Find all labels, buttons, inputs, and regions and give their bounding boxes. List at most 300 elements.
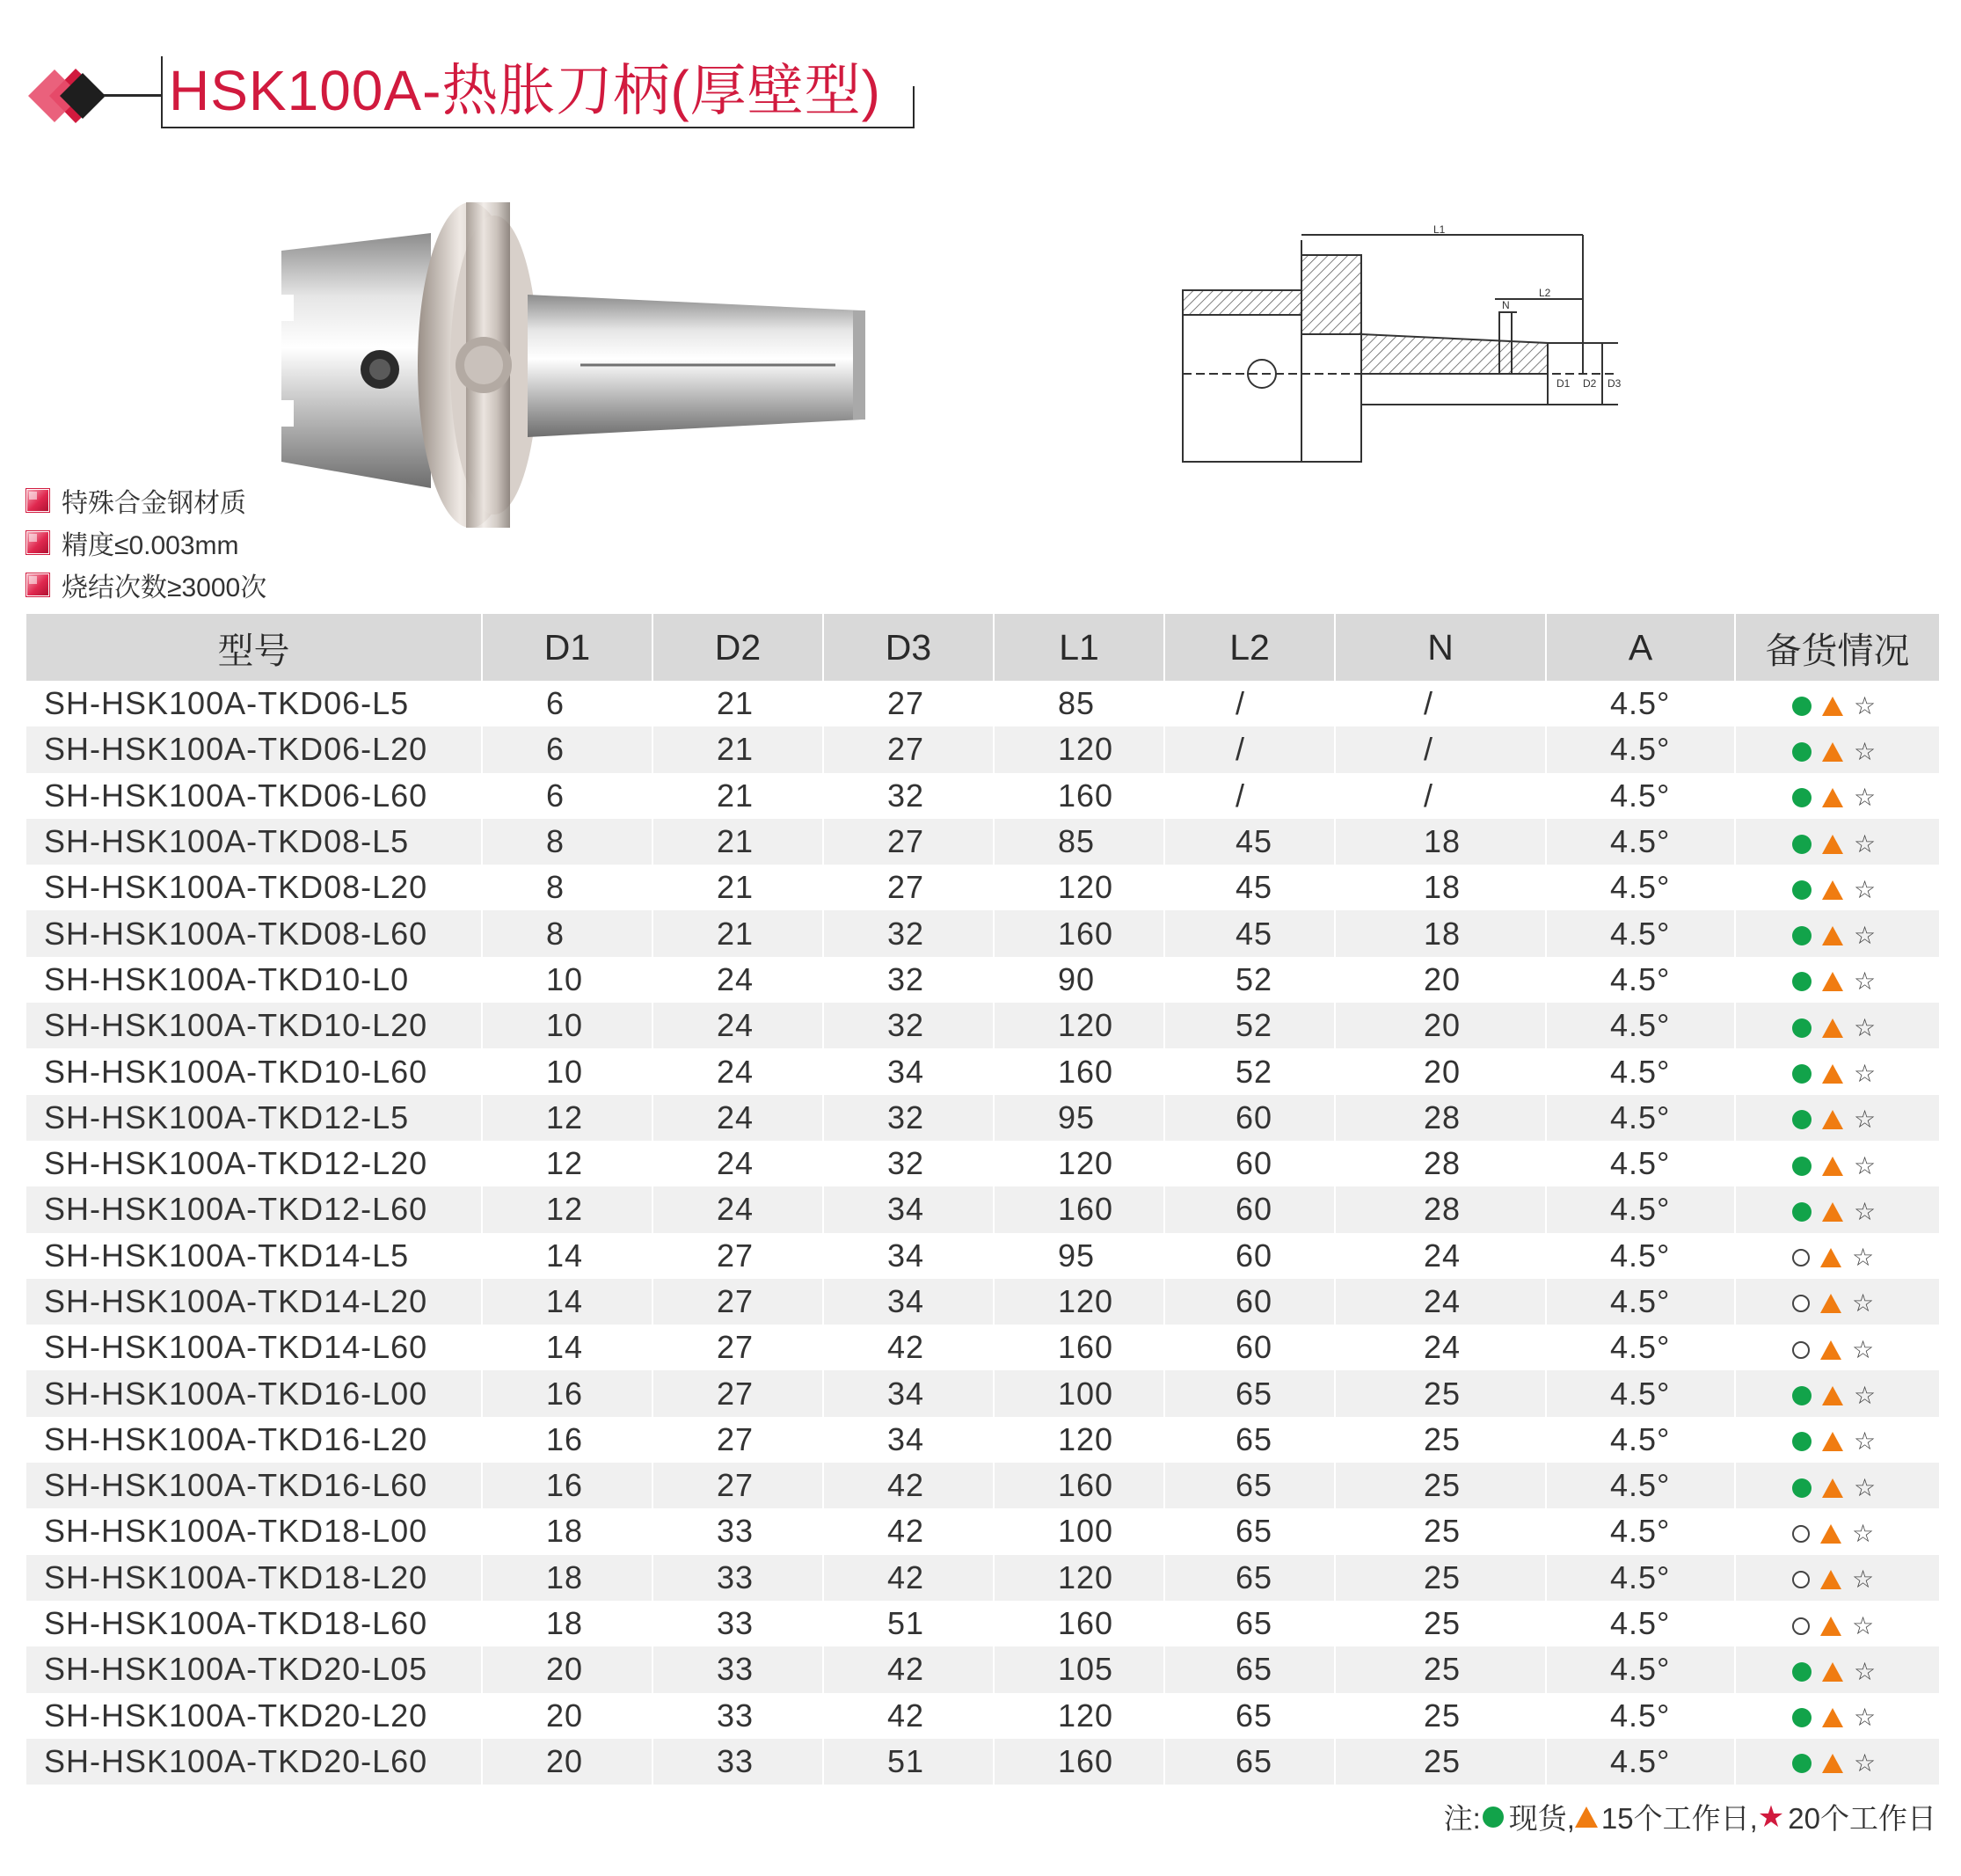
cell-l2: 65 xyxy=(1164,1555,1335,1601)
table-row xyxy=(26,819,1939,865)
cell-a: 4.5° xyxy=(1546,1601,1735,1646)
feature-item xyxy=(26,564,266,606)
cell-l1: 100 xyxy=(994,1508,1164,1554)
cell-d1: 18 xyxy=(482,1508,652,1554)
cell-l1: 120 xyxy=(994,1279,1164,1325)
cell-model: SH-HSK100A-TKD20-L60 xyxy=(26,1739,482,1785)
cell-d1: 20 xyxy=(482,1693,652,1739)
table-row xyxy=(26,1233,1939,1279)
fifteen-days-triangle-icon xyxy=(1820,1524,1841,1544)
cell-model: SH-HSK100A-TKD06-L60 xyxy=(26,773,482,819)
cell-l2: / xyxy=(1164,681,1335,726)
cell-l1: 90 xyxy=(994,957,1164,1003)
cell-l2: 45 xyxy=(1164,819,1335,865)
cell-d3: 32 xyxy=(823,1095,994,1141)
fifteen-days-triangle-icon xyxy=(1820,1294,1841,1313)
in-stock-dot-icon xyxy=(1792,1110,1812,1129)
cell-d3: 34 xyxy=(823,1417,994,1463)
cell-n: 25 xyxy=(1335,1601,1546,1646)
cell-d1: 10 xyxy=(482,957,652,1003)
cell-stock-status xyxy=(1735,1095,1939,1141)
drawing-label-n: N xyxy=(1502,299,1510,311)
cell-model: SH-HSK100A-TKD16-L20 xyxy=(26,1417,482,1463)
cell-a: 4.5° xyxy=(1546,1463,1735,1508)
square-bullet-icon xyxy=(26,531,49,554)
cell-n: 25 xyxy=(1335,1508,1546,1554)
cell-n: 18 xyxy=(1335,910,1546,956)
fifteen-days-triangle-icon xyxy=(1822,1662,1843,1682)
technical-drawing xyxy=(1170,224,1671,506)
cell-stock-status xyxy=(1735,1325,1939,1370)
cell-stock-status xyxy=(1735,1370,1939,1416)
twenty-days-star-outline-icon: ☆ xyxy=(1854,967,1877,996)
twenty-days-star-outline-icon: ☆ xyxy=(1854,736,1877,766)
column-header-stock: 备货情况 xyxy=(1735,614,1939,681)
in-stock-dot-icon xyxy=(1483,1807,1504,1828)
cell-d2: 24 xyxy=(652,1095,823,1141)
cell-d3: 34 xyxy=(823,1048,994,1094)
fifteen-days-triangle-icon xyxy=(1575,1807,1598,1828)
cell-l1: 160 xyxy=(994,1048,1164,1094)
cell-l1: 105 xyxy=(994,1646,1164,1692)
column-header-n: N xyxy=(1335,614,1546,681)
cell-model: SH-HSK100A-TKD08-L20 xyxy=(26,865,482,910)
cell-model: SH-HSK100A-TKD08-L60 xyxy=(26,910,482,956)
cell-n: 24 xyxy=(1335,1233,1546,1279)
cell-a: 4.5° xyxy=(1546,1555,1735,1601)
fifteen-days-triangle-icon xyxy=(1822,1708,1843,1727)
column-header-d1: D1 xyxy=(482,614,652,681)
cell-l1: 120 xyxy=(994,1417,1164,1463)
cell-d1: 8 xyxy=(482,865,652,910)
in-stock-dot-icon xyxy=(1792,1432,1812,1451)
cell-stock-status xyxy=(1735,1003,1939,1048)
cell-a: 4.5° xyxy=(1546,865,1735,910)
table-row xyxy=(26,1279,1939,1325)
cell-d1: 14 xyxy=(482,1233,652,1279)
cell-d1: 18 xyxy=(482,1601,652,1646)
cell-d3: 27 xyxy=(823,681,994,726)
twenty-days-star-outline-icon: ☆ xyxy=(1852,1565,1876,1595)
cell-d2: 33 xyxy=(652,1555,823,1601)
cell-d3: 42 xyxy=(823,1555,994,1601)
cell-model: SH-HSK100A-TKD12-L60 xyxy=(26,1186,482,1232)
cell-a: 4.5° xyxy=(1546,1646,1735,1692)
in-stock-dot-icon xyxy=(1792,926,1812,945)
not-in-stock-circle-icon xyxy=(1792,1525,1810,1543)
cell-d2: 21 xyxy=(652,910,823,956)
cell-a: 4.5° xyxy=(1546,910,1735,956)
cell-model: SH-HSK100A-TKD20-L20 xyxy=(26,1693,482,1739)
twenty-days-star-outline-icon: ☆ xyxy=(1854,921,1877,951)
twenty-days-star-outline-icon: ☆ xyxy=(1854,1427,1877,1456)
cell-d2: 24 xyxy=(652,957,823,1003)
cell-d1: 16 xyxy=(482,1370,652,1416)
twenty-days-star-outline-icon: ☆ xyxy=(1852,1518,1876,1548)
drawing-label-d1: D1 xyxy=(1556,377,1571,390)
diamond-logo-icon xyxy=(25,60,109,132)
cell-a: 4.5° xyxy=(1546,1325,1735,1370)
square-bullet-icon xyxy=(26,573,49,596)
fifteen-days-triangle-icon xyxy=(1822,1432,1843,1451)
cell-d3: 27 xyxy=(823,726,994,772)
drawing-label-d3: D3 xyxy=(1607,377,1622,390)
table-row xyxy=(26,1095,1939,1141)
cell-l2: 65 xyxy=(1164,1508,1335,1554)
not-in-stock-circle-icon xyxy=(1792,1295,1810,1312)
cell-d1: 18 xyxy=(482,1555,652,1601)
in-stock-dot-icon xyxy=(1792,1754,1812,1773)
fifteen-days-triangle-icon xyxy=(1822,835,1843,854)
table-row xyxy=(26,1555,1939,1601)
cell-stock-status xyxy=(1735,1141,1939,1186)
tool-holder-photo xyxy=(264,198,985,532)
cell-d3: 32 xyxy=(823,910,994,956)
twenty-days-star-outline-icon: ☆ xyxy=(1854,874,1877,904)
table-row xyxy=(26,1003,1939,1048)
not-in-stock-circle-icon xyxy=(1792,1341,1810,1359)
cell-stock-status xyxy=(1735,1693,1939,1739)
cell-d3: 34 xyxy=(823,1279,994,1325)
cell-l1: 160 xyxy=(994,773,1164,819)
fifteen-days-triangle-icon xyxy=(1822,697,1843,716)
cell-d1: 20 xyxy=(482,1646,652,1692)
cell-l2: 60 xyxy=(1164,1095,1335,1141)
cell-stock-status xyxy=(1735,1646,1939,1692)
cell-n: 25 xyxy=(1335,1555,1546,1601)
cell-d2: 27 xyxy=(652,1325,823,1370)
drawing-label-l1: L1 xyxy=(1433,224,1446,236)
title-connector-line xyxy=(104,94,161,97)
cell-model: SH-HSK100A-TKD18-L00 xyxy=(26,1508,482,1554)
cell-stock-status xyxy=(1735,1417,1939,1463)
cell-d2: 21 xyxy=(652,865,823,910)
fifteen-days-triangle-icon xyxy=(1820,1570,1841,1589)
cell-d3: 34 xyxy=(823,1233,994,1279)
twenty-days-star-outline-icon: ☆ xyxy=(1854,1059,1877,1088)
table-row xyxy=(26,773,1939,819)
cell-l1: 120 xyxy=(994,1555,1164,1601)
cell-n: 20 xyxy=(1335,1048,1546,1094)
cell-stock-status xyxy=(1735,681,1939,726)
cell-n: 28 xyxy=(1335,1095,1546,1141)
legend-fifteen-days: 15个工作日, xyxy=(1600,1802,1758,1835)
cell-n: 20 xyxy=(1335,957,1546,1003)
fifteen-days-triangle-icon xyxy=(1822,788,1843,807)
cell-stock-status xyxy=(1735,1233,1939,1279)
cell-a: 4.5° xyxy=(1546,1279,1735,1325)
spec-table xyxy=(26,614,1939,1785)
cell-model: SH-HSK100A-TKD16-L00 xyxy=(26,1370,482,1416)
cell-d1: 6 xyxy=(482,773,652,819)
fifteen-days-triangle-icon xyxy=(1820,1340,1841,1360)
cell-stock-status xyxy=(1735,1555,1939,1601)
twenty-days-star-outline-icon: ☆ xyxy=(1852,1334,1876,1364)
cell-d3: 51 xyxy=(823,1601,994,1646)
legend-in-stock: 现货, xyxy=(1508,1802,1575,1835)
table-row xyxy=(26,1417,1939,1463)
twenty-days-star-outline-icon: ☆ xyxy=(1854,829,1877,858)
cell-stock-status xyxy=(1735,726,1939,772)
cell-d2: 24 xyxy=(652,1048,823,1094)
cell-model: SH-HSK100A-TKD18-L20 xyxy=(26,1555,482,1601)
column-header-l1: L1 xyxy=(994,614,1164,681)
cell-d2: 33 xyxy=(652,1693,823,1739)
table-row xyxy=(26,1508,1939,1554)
cell-d2: 27 xyxy=(652,1417,823,1463)
column-header-d3: D3 xyxy=(823,614,994,681)
cell-d2: 27 xyxy=(652,1279,823,1325)
cell-a: 4.5° xyxy=(1546,681,1735,726)
feature-text: 精度≤0.003mm xyxy=(62,531,239,560)
cell-d2: 33 xyxy=(652,1646,823,1692)
cell-n: 25 xyxy=(1335,1417,1546,1463)
cell-l2: 65 xyxy=(1164,1463,1335,1508)
legend-prefix: 注: xyxy=(1443,1802,1481,1835)
in-stock-dot-icon xyxy=(1792,1478,1812,1498)
cell-a: 4.5° xyxy=(1546,773,1735,819)
cell-l2: / xyxy=(1164,726,1335,772)
cell-d1: 12 xyxy=(482,1186,652,1232)
in-stock-dot-icon xyxy=(1792,1386,1812,1405)
cell-d2: 33 xyxy=(652,1739,823,1785)
in-stock-dot-icon xyxy=(1792,1064,1812,1084)
cell-model: SH-HSK100A-TKD10-L20 xyxy=(26,1003,482,1048)
cell-d3: 32 xyxy=(823,1141,994,1186)
cell-model: SH-HSK100A-TKD06-L5 xyxy=(26,681,482,726)
cell-l2: 65 xyxy=(1164,1601,1335,1646)
cell-d2: 21 xyxy=(652,819,823,865)
cell-d1: 12 xyxy=(482,1141,652,1186)
twenty-days-star-outline-icon: ☆ xyxy=(1854,1105,1877,1135)
table-row xyxy=(26,1325,1939,1370)
cell-n: 18 xyxy=(1335,819,1546,865)
twenty-days-star-outline-icon: ☆ xyxy=(1852,1288,1876,1318)
cell-l2: 45 xyxy=(1164,865,1335,910)
cell-stock-status xyxy=(1735,1601,1939,1646)
fifteen-days-triangle-icon xyxy=(1822,926,1843,945)
table-row xyxy=(26,1370,1939,1416)
cell-stock-status xyxy=(1735,1279,1939,1325)
cell-l2: 45 xyxy=(1164,910,1335,956)
cell-d3: 34 xyxy=(823,1186,994,1232)
table-row xyxy=(26,865,1939,910)
cell-l1: 120 xyxy=(994,1693,1164,1739)
cell-l2: / xyxy=(1164,773,1335,819)
twenty-days-star-outline-icon: ☆ xyxy=(1854,1472,1877,1502)
cell-d1: 6 xyxy=(482,726,652,772)
in-stock-dot-icon xyxy=(1792,880,1812,900)
fifteen-days-triangle-icon xyxy=(1822,1386,1843,1405)
drawing-label-l2: L2 xyxy=(1539,287,1551,299)
cell-d1: 10 xyxy=(482,1003,652,1048)
cell-a: 4.5° xyxy=(1546,1048,1735,1094)
cell-d1: 16 xyxy=(482,1463,652,1508)
table-row xyxy=(26,1739,1939,1785)
table-row xyxy=(26,1186,1939,1232)
twenty-days-star-outline-icon: ☆ xyxy=(1854,1012,1877,1042)
cell-d2: 21 xyxy=(652,773,823,819)
cell-a: 4.5° xyxy=(1546,1508,1735,1554)
cell-d3: 42 xyxy=(823,1508,994,1554)
fifteen-days-triangle-icon xyxy=(1820,1248,1841,1267)
fifteen-days-triangle-icon xyxy=(1822,1064,1843,1084)
cell-n: 25 xyxy=(1335,1646,1546,1692)
stock-legend xyxy=(1444,1796,1936,1837)
cell-n: / xyxy=(1335,681,1546,726)
cell-l2: 60 xyxy=(1164,1233,1335,1279)
cell-d3: 42 xyxy=(823,1646,994,1692)
table-row xyxy=(26,1601,1939,1646)
cell-d2: 33 xyxy=(652,1508,823,1554)
cell-d2: 21 xyxy=(652,681,823,726)
cell-d3: 34 xyxy=(823,1370,994,1416)
feature-list xyxy=(26,479,266,606)
cell-a: 4.5° xyxy=(1546,1186,1735,1232)
cell-n: / xyxy=(1335,773,1546,819)
cell-n: 28 xyxy=(1335,1186,1546,1232)
not-in-stock-circle-icon xyxy=(1792,1571,1810,1588)
feature-text: 烧结次数≥3000次 xyxy=(62,573,267,602)
fifteen-days-triangle-icon xyxy=(1822,880,1843,900)
cell-d1: 16 xyxy=(482,1417,652,1463)
cell-l1: 85 xyxy=(994,819,1164,865)
in-stock-dot-icon xyxy=(1792,1708,1812,1727)
cell-l1: 95 xyxy=(994,1233,1164,1279)
table-row xyxy=(26,910,1939,956)
twenty-days-star-outline-icon: ☆ xyxy=(1854,690,1877,720)
cell-l1: 120 xyxy=(994,726,1164,772)
table-header-row xyxy=(26,614,1939,681)
cell-d3: 42 xyxy=(823,1693,994,1739)
twenty-days-star-icon: ★ xyxy=(1757,1799,1785,1835)
cell-d2: 27 xyxy=(652,1370,823,1416)
cell-a: 4.5° xyxy=(1546,957,1735,1003)
cell-stock-status xyxy=(1735,957,1939,1003)
cell-d1: 8 xyxy=(482,819,652,865)
table-row xyxy=(26,681,1939,726)
twenty-days-star-outline-icon: ☆ xyxy=(1854,1150,1877,1180)
cell-stock-status xyxy=(1735,1186,1939,1232)
cell-l2: 60 xyxy=(1164,1325,1335,1370)
cell-l1: 160 xyxy=(994,1601,1164,1646)
cell-d2: 24 xyxy=(652,1186,823,1232)
cell-d1: 14 xyxy=(482,1325,652,1370)
cell-d3: 32 xyxy=(823,1003,994,1048)
fifteen-days-triangle-icon xyxy=(1822,972,1843,991)
cell-d2: 24 xyxy=(652,1141,823,1186)
fifteen-days-triangle-icon xyxy=(1822,1110,1843,1129)
cell-d2: 27 xyxy=(652,1233,823,1279)
cell-l2: 52 xyxy=(1164,1048,1335,1094)
cell-stock-status xyxy=(1735,819,1939,865)
cell-model: SH-HSK100A-TKD12-L20 xyxy=(26,1141,482,1186)
cell-d3: 32 xyxy=(823,957,994,1003)
cell-n: 18 xyxy=(1335,865,1546,910)
column-header-a: A xyxy=(1546,614,1735,681)
cell-model: SH-HSK100A-TKD12-L5 xyxy=(26,1095,482,1141)
fifteen-days-triangle-icon xyxy=(1822,1754,1843,1773)
cell-a: 4.5° xyxy=(1546,1693,1735,1739)
cell-l1: 120 xyxy=(994,1003,1164,1048)
fifteen-days-triangle-icon xyxy=(1822,1478,1843,1498)
cell-stock-status xyxy=(1735,910,1939,956)
in-stock-dot-icon xyxy=(1792,1662,1812,1682)
cell-l1: 160 xyxy=(994,1463,1164,1508)
fifteen-days-triangle-icon xyxy=(1822,1018,1843,1038)
table-row xyxy=(26,1048,1939,1094)
table-row xyxy=(26,1463,1939,1508)
cell-a: 4.5° xyxy=(1546,1739,1735,1785)
in-stock-dot-icon xyxy=(1792,742,1812,762)
cell-a: 4.5° xyxy=(1546,1095,1735,1141)
cell-a: 4.5° xyxy=(1546,1417,1735,1463)
cell-d1: 8 xyxy=(482,910,652,956)
cell-model: SH-HSK100A-TKD14-L60 xyxy=(26,1325,482,1370)
cell-l1: 100 xyxy=(994,1370,1164,1416)
cell-stock-status xyxy=(1735,1048,1939,1094)
cell-d2: 27 xyxy=(652,1463,823,1508)
cell-model: SH-HSK100A-TKD16-L60 xyxy=(26,1463,482,1508)
twenty-days-star-outline-icon: ☆ xyxy=(1854,1703,1877,1733)
cell-d2: 21 xyxy=(652,726,823,772)
square-bullet-icon xyxy=(26,489,49,512)
cell-l2: 60 xyxy=(1164,1279,1335,1325)
cell-stock-status xyxy=(1735,1508,1939,1554)
cell-a: 4.5° xyxy=(1546,1370,1735,1416)
cell-model: SH-HSK100A-TKD18-L60 xyxy=(26,1601,482,1646)
cell-d3: 51 xyxy=(823,1739,994,1785)
in-stock-dot-icon xyxy=(1792,788,1812,807)
cell-a: 4.5° xyxy=(1546,1141,1735,1186)
cell-d1: 12 xyxy=(482,1095,652,1141)
cell-stock-status xyxy=(1735,773,1939,819)
cell-stock-status xyxy=(1735,1739,1939,1785)
cell-model: SH-HSK100A-TKD06-L20 xyxy=(26,726,482,772)
column-header-model: 型号 xyxy=(26,614,482,681)
twenty-days-star-outline-icon: ☆ xyxy=(1854,1196,1877,1226)
in-stock-dot-icon xyxy=(1792,1202,1812,1222)
cell-model: SH-HSK100A-TKD20-L05 xyxy=(26,1646,482,1692)
cell-d3: 42 xyxy=(823,1463,994,1508)
cell-l2: 65 xyxy=(1164,1693,1335,1739)
cell-n: 28 xyxy=(1335,1141,1546,1186)
cell-model: SH-HSK100A-TKD10-L60 xyxy=(26,1048,482,1094)
twenty-days-star-outline-icon: ☆ xyxy=(1854,783,1877,813)
cell-l2: 60 xyxy=(1164,1141,1335,1186)
cell-l1: 85 xyxy=(994,681,1164,726)
feature-text: 特殊合金钢材质 xyxy=(62,489,246,518)
twenty-days-star-outline-icon: ☆ xyxy=(1854,1381,1877,1411)
feature-item xyxy=(26,522,266,564)
cell-d1: 6 xyxy=(482,681,652,726)
cell-l2: 65 xyxy=(1164,1370,1335,1416)
cell-model: SH-HSK100A-TKD08-L5 xyxy=(26,819,482,865)
cell-n: 25 xyxy=(1335,1463,1546,1508)
cell-l1: 160 xyxy=(994,910,1164,956)
legend-twenty-days: 20个工作日 xyxy=(1788,1802,1936,1835)
cell-n: 25 xyxy=(1335,1739,1546,1785)
page-title: HSK100A-热胀刀柄(厚壁型) xyxy=(169,59,881,122)
cell-d2: 33 xyxy=(652,1601,823,1646)
cell-model: SH-HSK100A-TKD14-L5 xyxy=(26,1233,482,1279)
not-in-stock-circle-icon xyxy=(1792,1617,1810,1635)
cell-a: 4.5° xyxy=(1546,1003,1735,1048)
cell-n: 24 xyxy=(1335,1325,1546,1370)
cell-d1: 20 xyxy=(482,1739,652,1785)
cell-l1: 160 xyxy=(994,1186,1164,1232)
twenty-days-star-outline-icon: ☆ xyxy=(1854,1748,1877,1778)
